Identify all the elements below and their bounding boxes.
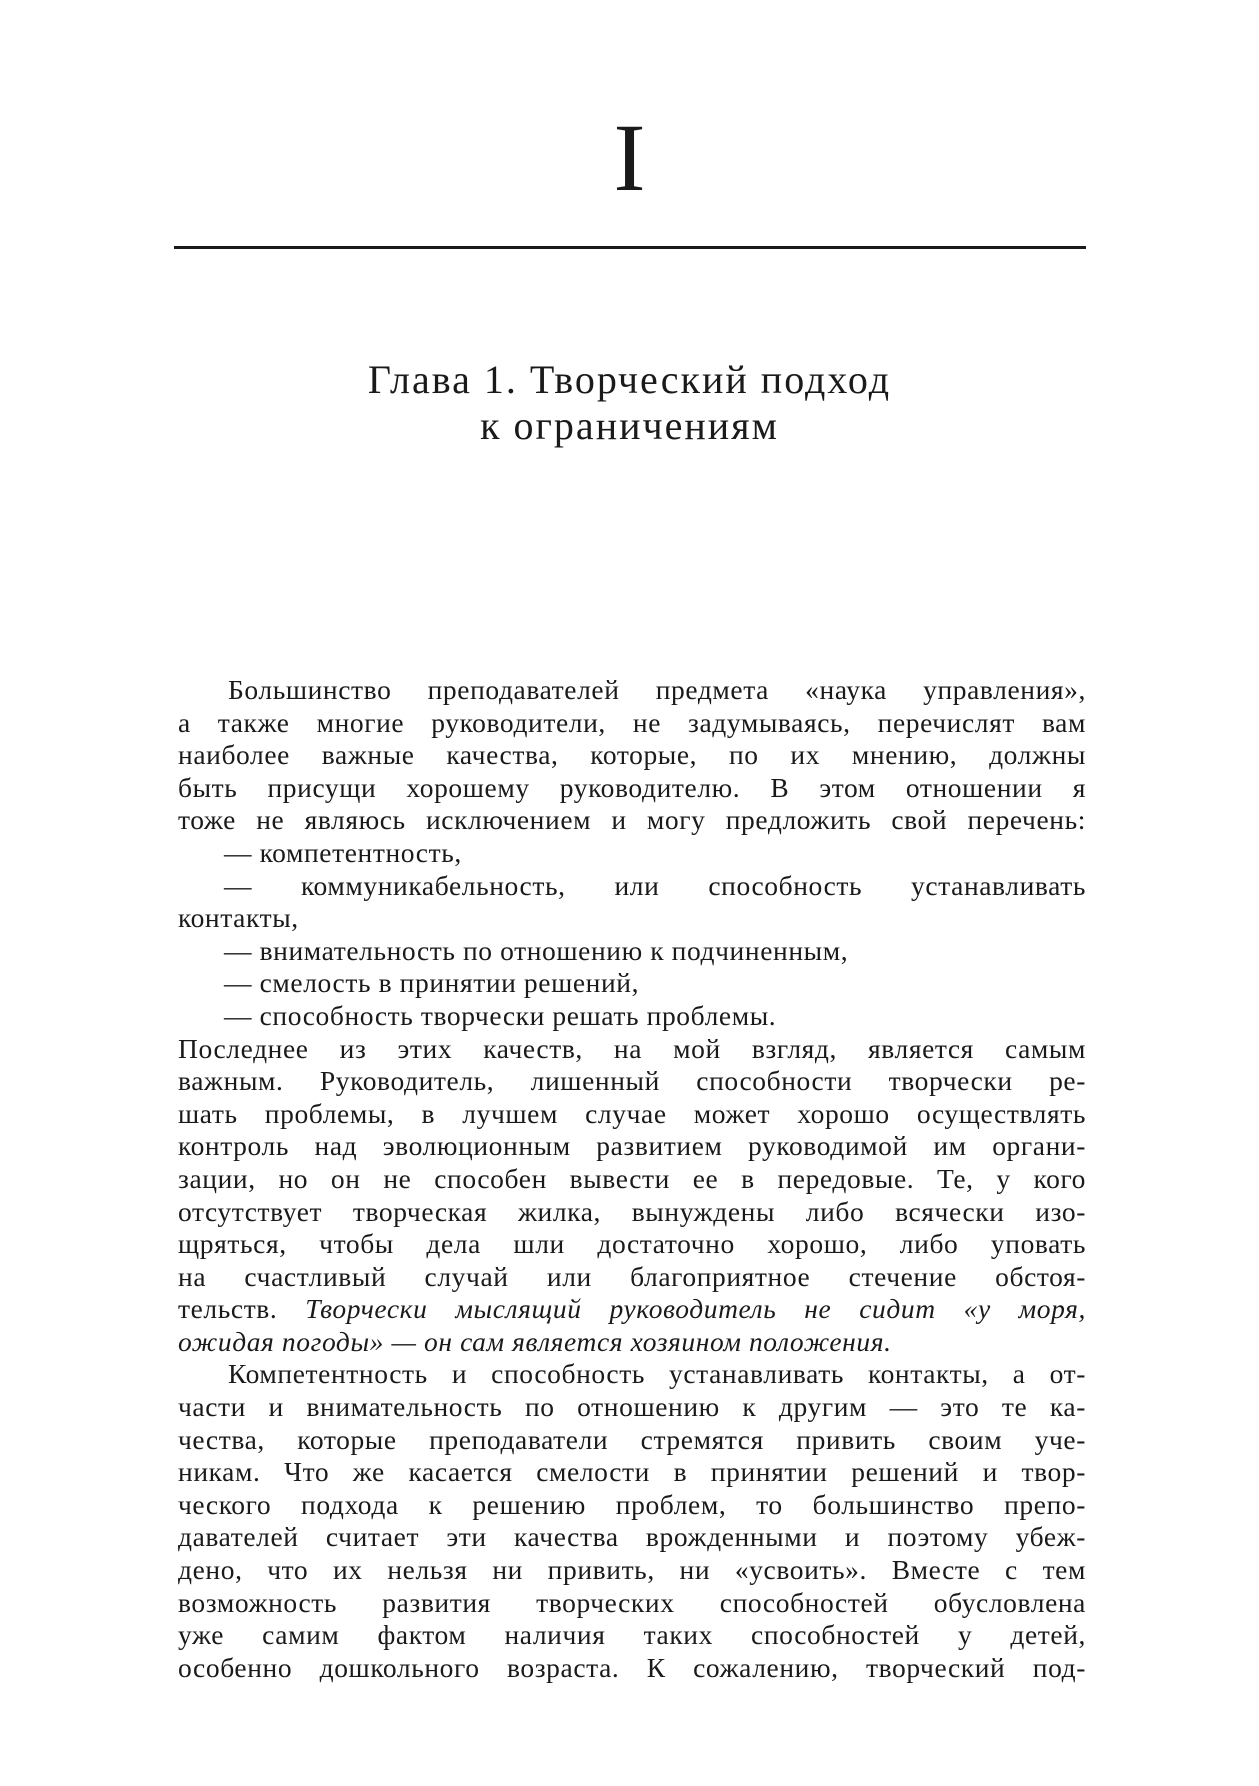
text-line: контроль над эволюционным развитием руководимой им органи-: [178, 1130, 1086, 1162]
list-item: — способность творчески решать проблемы.: [224, 999, 777, 1031]
text-line: на счастливый случай или благоприятное стечение обстоя-: [178, 1260, 1086, 1292]
list-item: — внимательность по отношению к подчиненным,: [224, 934, 849, 966]
text-line: Компетентность и способность устанавливать контакты, а от-: [228, 1358, 1086, 1390]
text-span: тельств.: [178, 1293, 278, 1325]
text-line: щряться, чтобы дела шли достаточно хорошо, либо уповать: [178, 1228, 1086, 1260]
chapter-title-line-1: Глава 1. Творческий подход: [367, 356, 892, 402]
text-line: чества, которые преподаватели стремятся привить своим уче-: [178, 1423, 1086, 1455]
text-line: части и внимательность по отношению к другим — это те ка-: [178, 1391, 1086, 1423]
text-line: Большинство преподавателей предмета «наука управления»,: [228, 674, 1086, 705]
italic-text-span: Творчески мыслящий руководитель не сидит «у моря,: [305, 1293, 1086, 1325]
text-line: тоже не являюсь исключением и могу предложить свой перечень:: [178, 804, 1086, 836]
text-line-mixed: [178, 1293, 1086, 1326]
list-item: — коммуникабельность, или способность устанавливать: [224, 869, 1086, 901]
text-line: Последнее из этих качеств, на мой взгляд, является самым: [178, 1032, 1086, 1064]
text-line: шать проблемы, в лучшем случае может хорошо осуществлять: [178, 1097, 1086, 1129]
text-line: зации, но он не способен вывести ее в передовые. Те, у кого: [178, 1162, 1086, 1194]
part-numeral: I: [613, 104, 646, 211]
chapter-title: [0, 357, 1259, 449]
text-line: ческого подхода к решению проблем, то большинство препо-: [178, 1488, 1086, 1520]
text-line: быть присущи хорошему руководителю. В этом отношении я: [178, 771, 1086, 803]
text-line: давателей считает эти качества врожденными и поэтому убеж-: [178, 1521, 1086, 1553]
list-item: — компетентность,: [224, 836, 462, 868]
text-line: никам. Что же касается смелости в принятии решений и твор-: [178, 1456, 1086, 1488]
text-line: возможность развития творческих способностей обусловлена: [178, 1586, 1086, 1618]
chapter-title-line-2: к ограничениям: [480, 402, 779, 448]
list-item: — смелость в принятии решений,: [224, 967, 640, 999]
text-line: отсутствует творческая жилка, вынуждены либо всячески изо-: [178, 1195, 1086, 1227]
horizontal-rule: [174, 246, 1086, 249]
chapter-body: [178, 674, 1086, 1684]
text-line: уже самим фактом наличия таких способностей у детей,: [178, 1619, 1086, 1651]
italic-text-line: ожидая погоды» — он сам является хозяином положения.: [178, 1325, 892, 1357]
text-line: а также многие руководители, не задумываясь, перечислят вам: [178, 706, 1086, 738]
text-line: особенно дошкольного возраста. К сожалению, творческий под-: [178, 1651, 1086, 1683]
text-line: наиболее важные качества, которые, по их мнению, должны: [178, 739, 1086, 771]
text-line: дено, что их нельзя ни привить, ни «усвоить». Вместе с тем: [178, 1554, 1086, 1586]
text-line: контакты,: [178, 902, 299, 934]
text-line: важным. Руководитель, лишенный способности творчески ре-: [178, 1065, 1086, 1097]
